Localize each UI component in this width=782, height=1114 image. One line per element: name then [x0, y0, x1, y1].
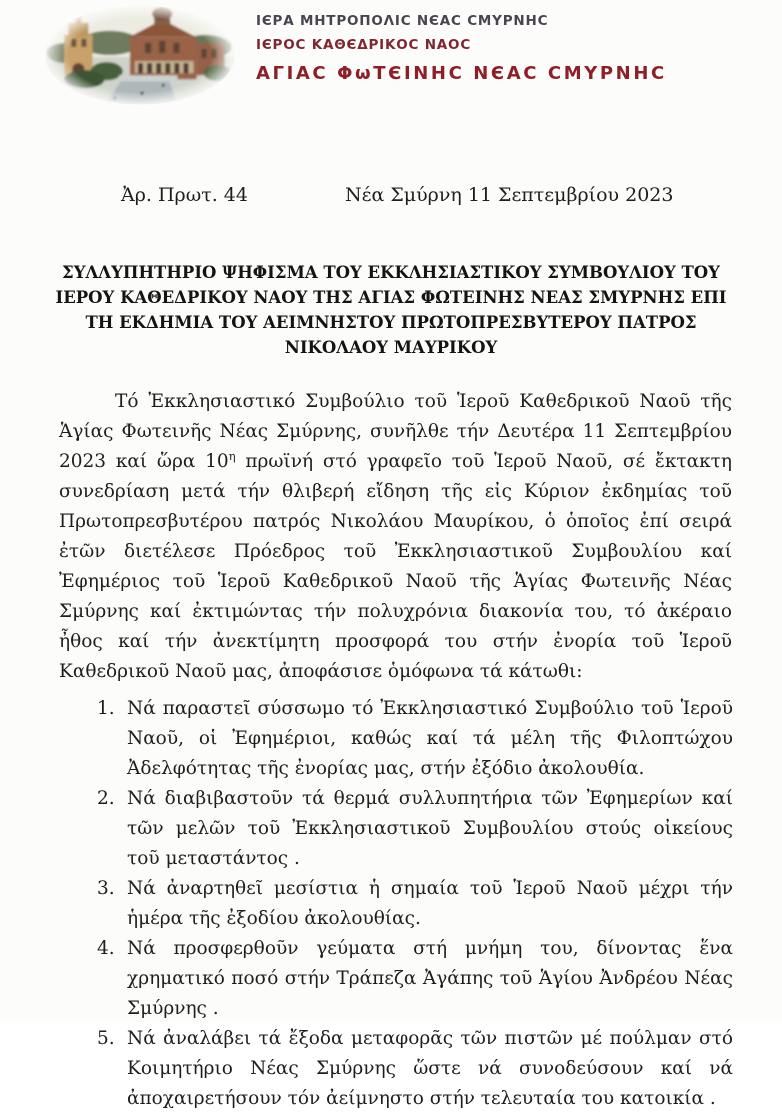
item-number: 5. — [97, 1028, 115, 1049]
paragraph-text-end: πρωϊνή στό γραφεῖο τοῦ Ἱεροῦ Ναοῦ, σέ ἔκτακτη συνεδρίαση μετά τήν θλιβερή εἴδηση τῆς εἰς Κύριον ἐκδημίας τοῦ Πρωτοπρεσβυτέρου πατρός Νικολάου Μαυρίκου, ὁ ὁποῖος ἐπί σειρά ἐτῶν διετέλεσε Πρόεδρος τοῦ Ἐκκλησιαστικοῦ Συμβουλίου καί Ἐφημέριος τοῦ Ἱεροῦ Καθεδρικοῦ Ναοῦ τῆς Ἁγίας Φωτεινῆς Νέας Σμύρνης καί ἐκτιμώντας τήν πολυχρόνια διακονία του, τό ἀκέραιο ἦθος καί τήν ἀνεκτίμητη προσφορά του στήν ἐνορία τοῦ Ἱεροῦ Καθεδρικοῦ Ναοῦ μας, ἀποφάσισε ὁμόφωνα τά κάτωθι: — [59, 451, 732, 682]
document-title: ΣΥΛΛΥΠΗΤΗΡΙΟ ΨΗΦΙΣΜΑ ΤΟΥ ΕΚΚΛΗΣΙΑΣΤΙΚΟΥ ΣΥΜΒΟΥΛΙΟΥ ΤΟΥ ΙΕΡΟΥ ΚΑΘΕΔΡΙΚΟΥ ΝΑΟΥ ΤΗΣ ΑΓΙΑΣ ΦΩΤΕΙΝΗΣ ΝΕΑΣ ΣΜΥΡΝΗΣ ΕΠΙ ΤΗ ΕΚΔΗΜΙΑ ΤΟΥ ΑΕΙΜΝΗΣΤΟΥ ΠΡΩΤΟΠΡΕΣΒΥΤΕΡΟΥ ΠΑΤΡΟΣ ΝΙΚΟΛΑΟΥ ΜΑΥΡΙΚΟΥ — [55, 263, 727, 357]
resolution-item — [97, 1024, 733, 1114]
church-photo-logo — [44, 4, 236, 106]
hour-superscript: η — [228, 448, 236, 463]
resolution-item — [97, 934, 733, 1024]
item-number: 2. — [97, 788, 115, 809]
resolutions-list — [97, 694, 733, 1114]
metropolis-name: ΙЄΡΑ ΜΗΤΡΟΠΟΛΙϹ ΝЄΑϹ ϹΜΥΡΝΗϹ — [256, 13, 549, 29]
body-paragraph — [59, 387, 732, 687]
parish-name: ΑΓΙΑϹ ΦωΤЄΙΝΗϹ ΝЄΑϹ ϹΜΥΡΝΗϹ — [256, 63, 667, 84]
item-text: Νά παραστεῖ σύσσωμο τό Ἐκκλησιαστικό Συμβούλιο τοῦ Ἱεροῦ Ναοῦ, οἱ Ἐφημέριοι, καθώς καί τά μέλη τῆς Φιλοπτώχου Ἀδελφότητας τῆς ἐνορίας μας, στήν ἐξόδιο ἀκολουθία. — [127, 698, 733, 779]
church-photo-illustration — [44, 4, 236, 106]
item-number: 1. — [97, 698, 115, 719]
item-text: Νά προσφερθοῦν γεύματα στή μνήμη του, δίνοντας ἕνα χρηματικό ποσό στήν Τράπεζα Ἀγάπης τοῦ Ἁγίου Ἀνδρέου Νέας Σμύρνης . — [127, 938, 733, 1019]
place-and-date: Νέα Σμύρνη 11 Σεπτεμβρίου 2023 — [345, 184, 674, 206]
item-number: 3. — [97, 878, 115, 899]
item-text: Νά ἀναλάβει τά ἔξοδα μεταφορᾶς τῶν πιστῶν μέ πούλμαν στό Κοιμητήριο Νέας Σμύρνης ὥστε νά συνοδεύσουν καί νά ἀποχαιρετήσουν τόν ἀείμνηστο στήν τελευταία του κατοικία . — [127, 1028, 733, 1109]
cathedral-name: ΙЄΡΟϹ ΚΑΘЄΔΡΙΚΟϹ ΝΑΟϹ — [256, 37, 472, 53]
letterhead — [0, 0, 782, 108]
resolution-item — [97, 784, 733, 874]
resolution-item — [97, 694, 733, 784]
item-number: 4. — [97, 938, 115, 959]
item-text: Νά διαβιβαστοῦν τά θερμά συλλυπητήρια τῶν Ἐφημερίων καί τῶν μελῶν τοῦ Ἐκκλησιαστικοῦ Συμβουλίου στούς οἰκείους τοῦ μεταστάντος . — [127, 788, 733, 869]
meta-row — [0, 184, 782, 214]
item-text: Νά ἀναρτηθεῖ μεσίστια ἡ σημαία τοῦ Ἱεροῦ Ναοῦ μέχρι τήν ἡμέρα τῆς ἐξοδίου ἀκολουθίας. — [127, 878, 733, 929]
protocol-number: Ἀρ. Πρωτ. 44 — [121, 184, 248, 206]
letterhead-text — [256, 13, 667, 84]
resolution-item — [97, 874, 733, 934]
paragraph-text-start: Τό Ἐκκλησιαστικό Συμβούλιο τοῦ Ἱεροῦ Καθεδρικοῦ Ναοῦ τῆς Ἁγίας Φωτεινῆς Νέας Σμύρνης, συνῆλθε τήν Δευτέρα 11 Σεπτεμβρίου 2023 καί ὥρα 10 — [59, 391, 732, 472]
